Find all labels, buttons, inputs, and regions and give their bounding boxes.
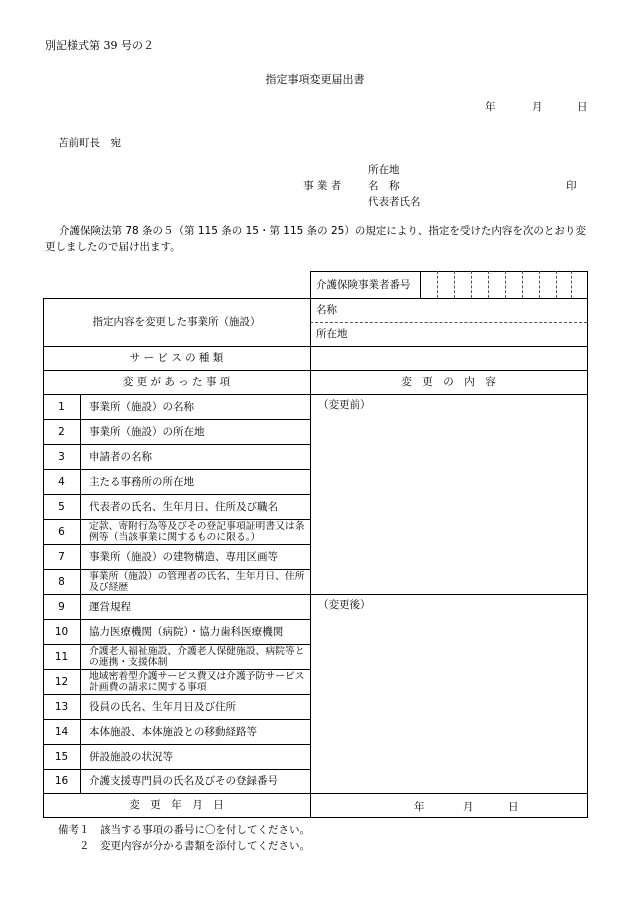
item-no: 5 [58, 500, 65, 513]
item-no: 16 [54, 775, 69, 787]
item-text: 事業所（施設）の所在地 [89, 425, 205, 438]
item-text: 事業所（施設）の管理者の氏名、生年月日、住所及び経歴 [89, 570, 305, 593]
date-year-label: 年 [485, 101, 496, 113]
item-text: 併設施設の状況等 [89, 750, 173, 763]
facility-address-label: 所在地 [316, 328, 348, 340]
item-text: 本体施設、本体施設との移動経路等 [89, 725, 257, 738]
change-date-label: 変 更 年 月 日 [129, 799, 224, 811]
item-no: 13 [54, 700, 69, 713]
item-no: 1 [58, 400, 65, 413]
item-text: 主たる事務所の所在地 [89, 475, 194, 488]
form-number: 別記様式第 39 号の２ [45, 39, 154, 52]
note-2: ２ 変更内容が分かる書類を添付してください。 [58, 840, 310, 852]
item-text: 運営規程 [89, 600, 131, 613]
item-no: 7 [58, 550, 65, 563]
statement-text: 介護保険法第 78 条の５（第 115 条の 15・第 115 条の 25）の規定により、指定を受けた内容を次のとおり変更しましたので届け出ます。 [45, 225, 586, 253]
item-no: 2 [58, 425, 65, 438]
item-no: 8 [58, 575, 65, 588]
service-type-label: サ ー ビ ス の 種 類 [129, 352, 224, 364]
item-text: 代表者の氏名、生年月日、住所及び職名 [89, 500, 278, 513]
date-day-label: 日 [577, 101, 588, 113]
item-text: 申請者の名称 [89, 450, 152, 463]
item-text: 事業所（施設）の名称 [89, 400, 194, 413]
applicant-rep-label: 代表者氏名 [368, 196, 421, 208]
item-text: 役員の氏名、生年月日及び住所 [89, 700, 236, 713]
item-no: 15 [54, 750, 69, 763]
insurer-number-label: 介護保険事業者番号 [316, 278, 411, 291]
item-text: 地域密着型介護サービス費又は介護予防サービス計画費の請求に関する事項 [89, 670, 305, 693]
item-text: 事業所（施設）の建物構造、専用区画等 [89, 550, 278, 563]
item-no: 6 [58, 525, 65, 538]
change-date-day: 日 [508, 801, 519, 813]
facility-name-label: 名称 [316, 304, 337, 316]
item-no: 14 [54, 725, 69, 738]
item-no: 11 [54, 650, 69, 663]
item-text: 定款、寄附行為等及びその登記事項証明書又は条例等（当該事業に関するものに限る。） [89, 520, 305, 543]
date-month-label: 月 [532, 101, 543, 113]
seal-mark: 印 [566, 180, 577, 192]
after-label: （変更後） [318, 599, 371, 611]
item-no: 9 [58, 600, 65, 613]
change-content-header: 変 更 の 内 容 [401, 376, 496, 388]
item-no: 3 [58, 450, 65, 463]
facility-label: 指定内容を変更した事業所（施設） [92, 316, 261, 328]
change-date-year: 年 [414, 801, 425, 813]
page-title: 指定事項変更届出書 [265, 73, 365, 86]
changed-items-header: 変 更 が あ っ た 事 項 [122, 376, 231, 388]
before-label: （変更前） [318, 399, 371, 411]
item-text: 介護老人福祉施設、介護老人保健施設、病院等との連携・支援体制 [89, 645, 305, 668]
change-date-month: 月 [463, 801, 474, 813]
item-no: 10 [54, 625, 69, 638]
note-1: 備考１ 該当する事項の番号に〇を付してください。 [58, 824, 310, 836]
addressee: 苫前町長 宛 [58, 137, 121, 149]
item-no: 4 [58, 475, 65, 488]
item-text: 介護支援専門員の氏名及びその登録番号 [89, 775, 278, 787]
applicant-address-label: 所在地 [368, 164, 400, 176]
applicant-name-label: 名 称 [368, 180, 400, 192]
item-no: 12 [54, 675, 69, 688]
item-text: 協力医療機関（病院）・協力歯科医療機関 [89, 625, 284, 638]
applicant-group-label: 事 業 者 [303, 180, 342, 192]
